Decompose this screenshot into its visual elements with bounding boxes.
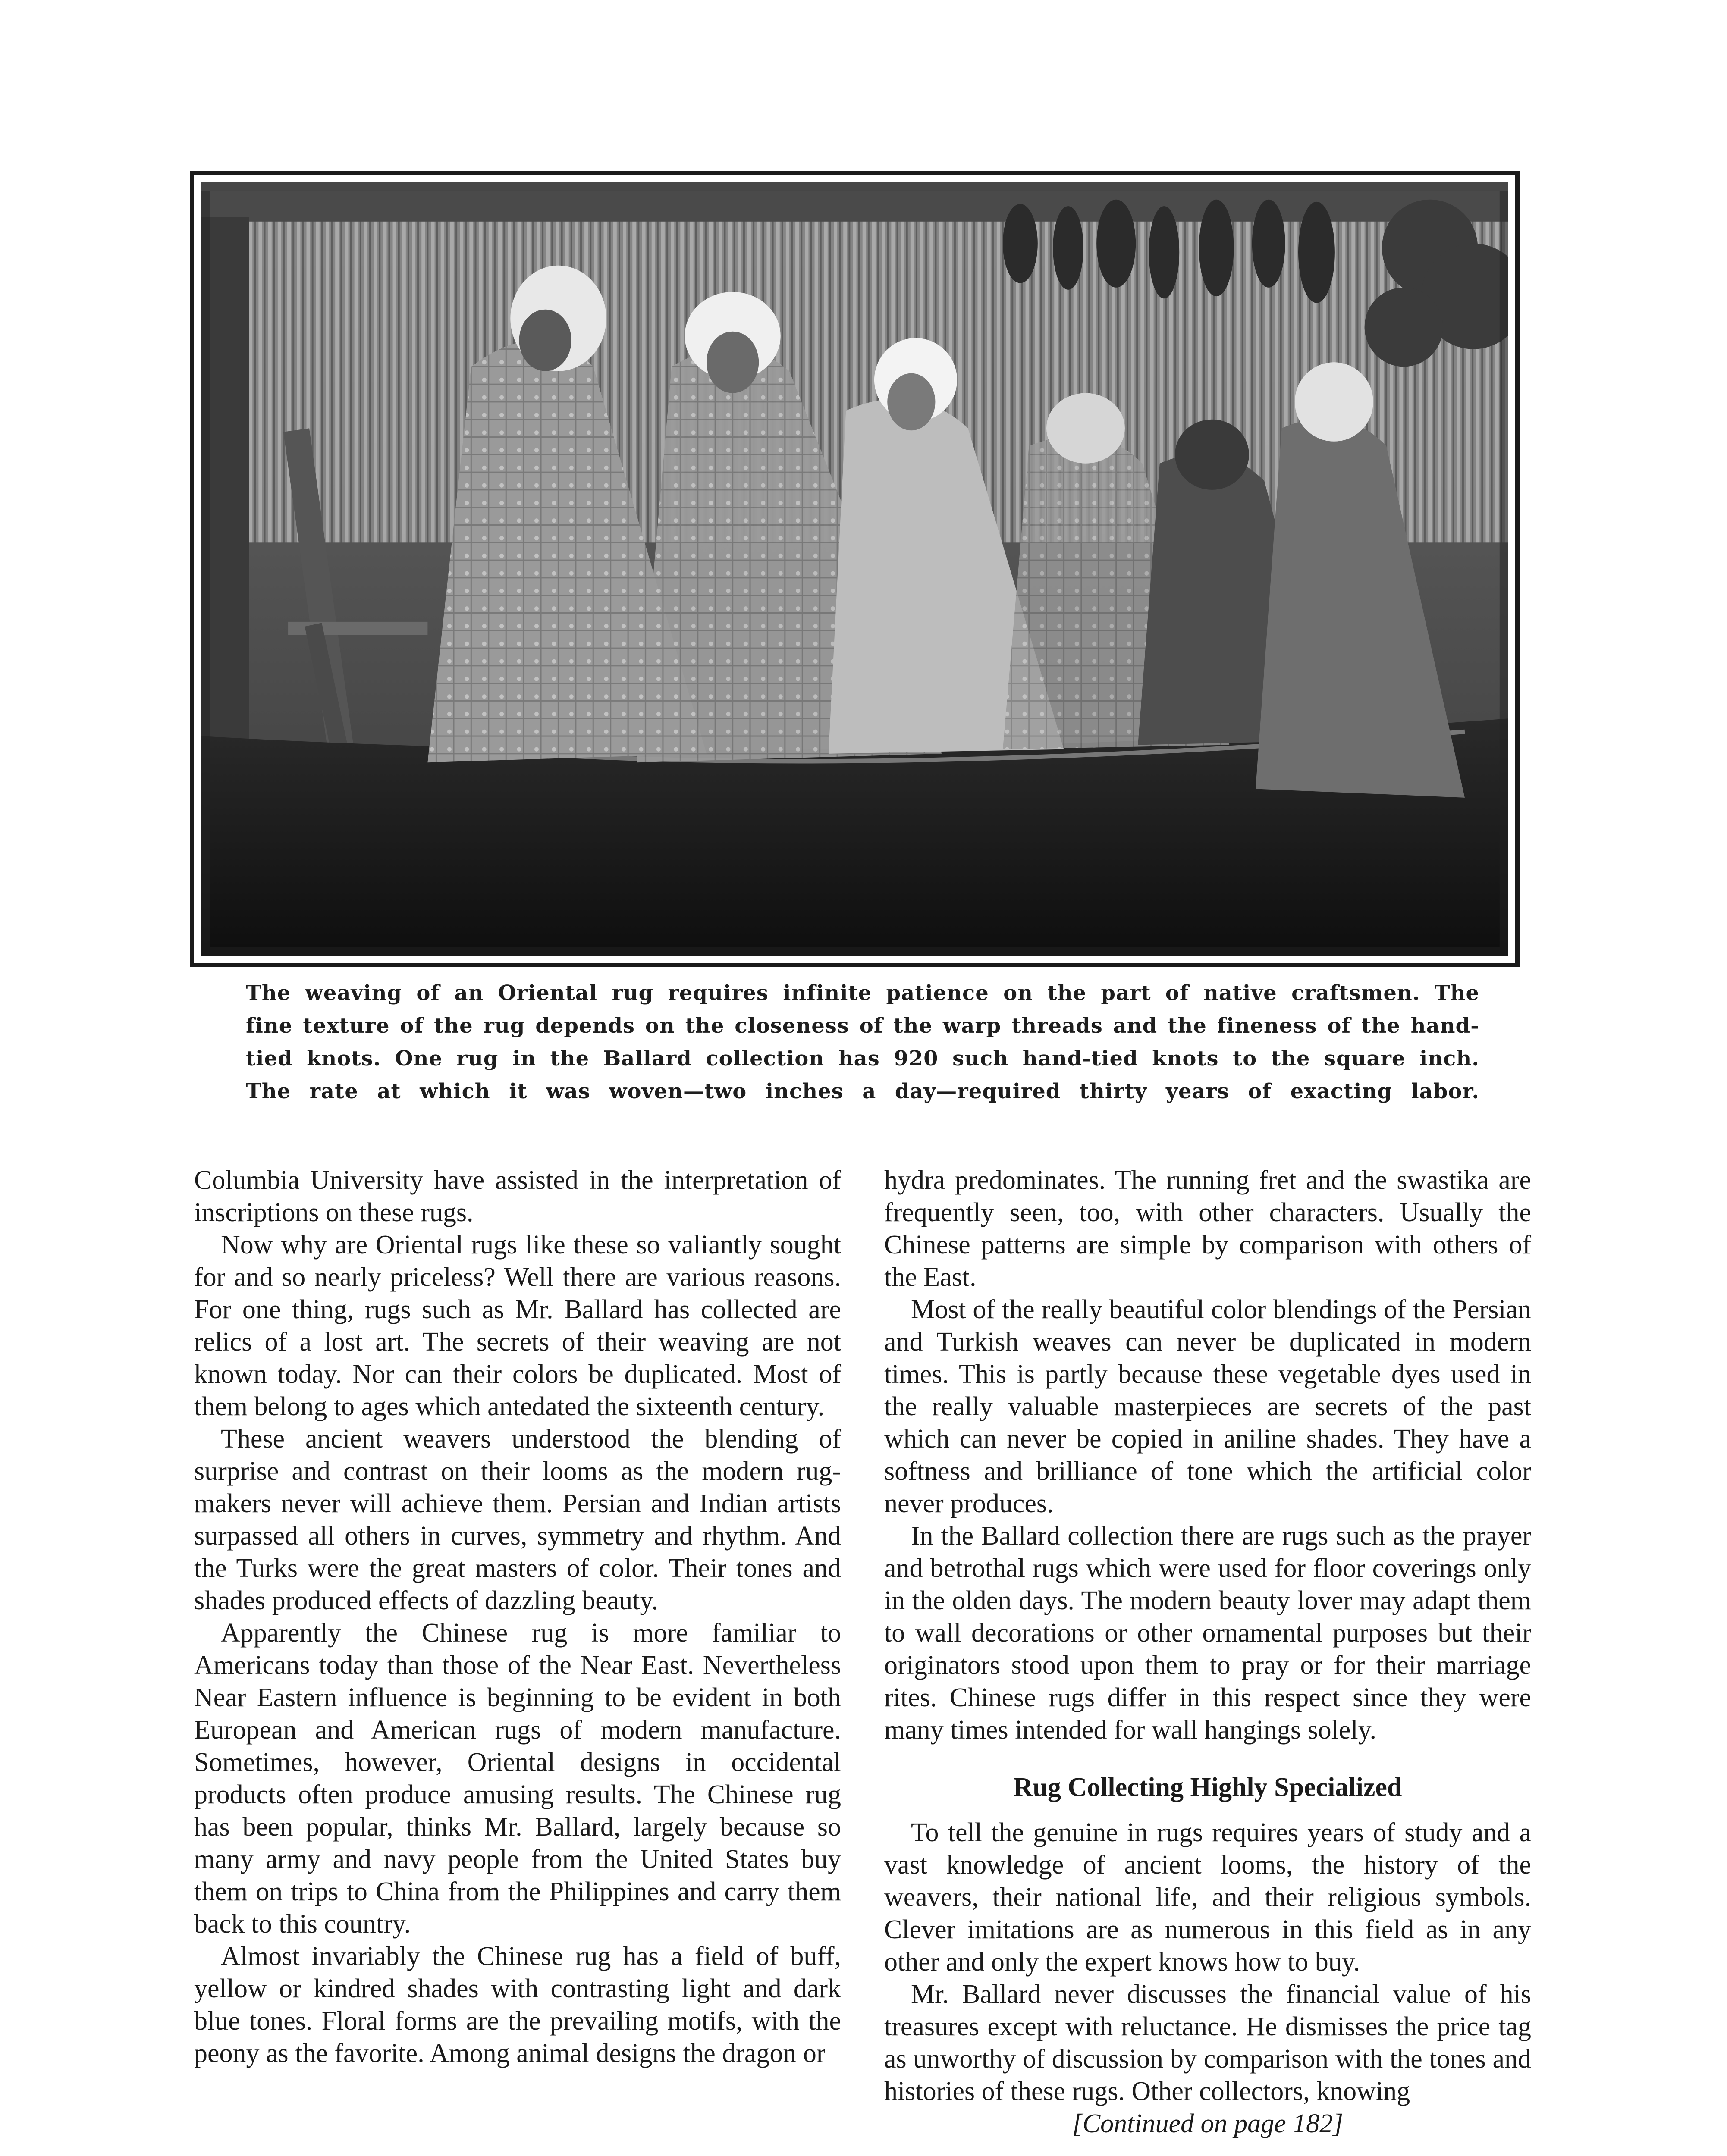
paragraph: Most of the really beautiful color blendings of the Persian and Turkish weaves can never be duplicated in modern times. This is partly because these vegetable dyes used in the really valuable masterpieces are secrets of the past which can never be copied in aniline shades. They have a softness and brilliance of tone which the artificial color never produces.: [884, 1295, 1531, 1518]
photo-caption: [246, 977, 1479, 1108]
right-column: [884, 1164, 1531, 2140]
paragraph: hydra predominates. The running fret and the swastika are frequently seen, too, with other characters. Usually the Chinese patterns are simple by comparison with others of the East.: [884, 1166, 1531, 1292]
paragraph: To tell the genuine in rugs requires years of study and a vast knowledge of ancient looms, the history of the weavers, their national life, and their religious symbols. Clever imitations are as numerous in this field as in any other and only the expert knows how to buy.: [884, 1818, 1531, 1977]
continued-note: [Continued on page 182]: [1072, 2109, 1344, 2138]
paragraph: Almost invariably the Chinese rug has a field of buff, yellow or kindred shades with contrasting light and dark blue tones. Floral forms are the prevailing motifs, with the peony as the favorite. Among animal designs the dragon or: [194, 1942, 841, 2068]
paragraph: Apparently the Chinese rug is more familiar to Americans today than those of the Near East. Nevertheless Near Eastern influence is beginning to be evident in both European and American rugs of modern manufacture. Sometimes, however, Oriental designs in occidental products often produce amusing results. The Chinese rug has been popular, thinks Mr. Ballard, largely because so many army and navy people from the United States buy them on trips to China from the Philippines and carry them back to this country.: [194, 1618, 841, 1939]
paragraph: Columbia University have assisted in the interpretation of inscriptions on these rugs.: [194, 1166, 841, 1227]
paragraph: Mr. Ballard never discusses the financial value of his treasures except with reluctance. He dismisses the price tag as unworthy of discussion by comparison with the tones and histories of these rugs. Other collectors, knowing: [884, 1980, 1531, 2106]
paragraph: In the Ballard collection there are rugs such as the prayer and betrothal rugs which were used for floor coverings only in the olden days. The modern beauty lover may adapt them to wall decorations or other ornamental purposes but their originators stood upon them to pray or for their marriage rites. Chinese rugs differ in this respect since they were many times intended for wall hangings solely.: [884, 1521, 1531, 1745]
photograph: [190, 171, 1520, 967]
caption-line: tied knots. One rug in the Ballard collection has 920 such hand-tied knots to the square inch.: [246, 1047, 1479, 1071]
caption-line: fine texture of the rug depends on the closeness of the warp threads and the fineness of the hand-: [246, 1014, 1479, 1038]
paragraph: Now why are Oriental rugs like these so valiantly sought for and so nearly priceless? Well there are various reasons. For one thing, rugs such as Mr. Ballard has collected are relics of a lost art. The secrets of their weaving are not known today. Nor can their colors be duplicated. Most of them belong to ages which antedated the sixteenth century.: [194, 1230, 841, 1421]
section-heading: Rug Collecting Highly Specialized: [1013, 1773, 1402, 1802]
photograph-weavers-at-loom-icon: [201, 182, 1508, 956]
left-column: [194, 1164, 841, 2070]
caption-line: The rate at which it was woven—two inches a day—required thirty years of exacting labor.: [246, 1079, 1479, 1103]
paragraph: These ancient weavers understood the blending of surprise and contrast on their looms as the modern rug-makers never will achieve them. Persian and Indian artists surpassed all others in curves, symmetry and rhythm. And the Turks were the great masters of color. Their tones and shades produced effects of dazzling beauty.: [194, 1424, 841, 1615]
caption-line: The weaving of an Oriental rug requires infinite patience on the part of native craftsmen. The: [246, 981, 1479, 1005]
